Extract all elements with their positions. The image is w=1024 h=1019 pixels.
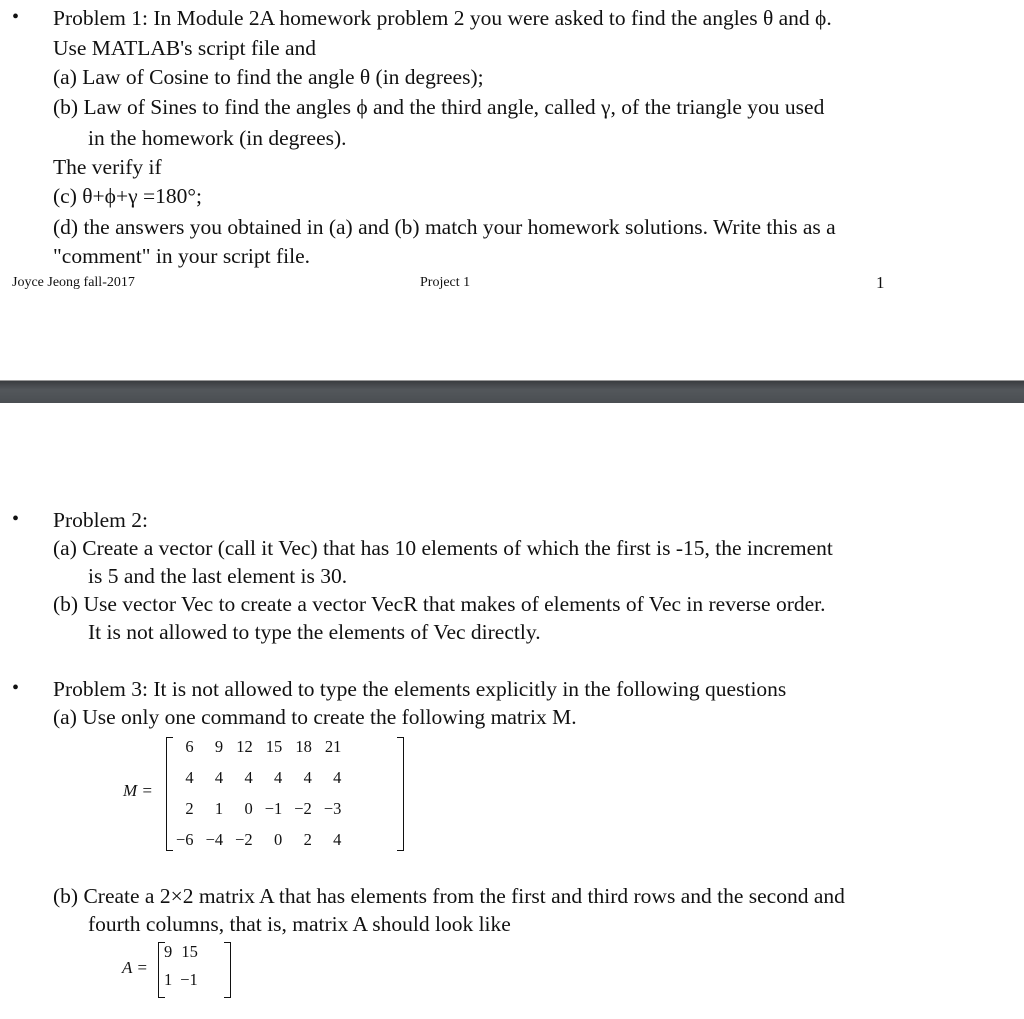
matrix-cell: 15 — [181, 942, 198, 961]
footer-title: Project 1 — [420, 275, 471, 290]
matrix-cell: 9 — [214, 736, 224, 756]
problem1-line: Use MATLAB's script file and — [53, 36, 317, 60]
matrix-cell: 4 — [274, 767, 283, 787]
matrix-cell: −2 — [294, 798, 312, 818]
footer-author: Joyce Jeong fall-2017 — [12, 275, 135, 290]
problem1-line: in the homework (in degrees). — [88, 126, 347, 150]
matrix-cell: 0 — [244, 798, 253, 818]
bullet: • — [12, 6, 20, 28]
matrix-m-label: M = — [123, 781, 153, 800]
matrix-cell: 1 — [214, 798, 224, 818]
matrix-cell: −4 — [205, 829, 224, 849]
problem1-line: (c) θ+ϕ+γ =180°; — [53, 184, 202, 208]
problem1-line: "comment" in your script file. — [53, 244, 310, 268]
problem2-line: is 5 and the last element is 30. — [88, 564, 348, 588]
matrix-cell: 18 — [295, 736, 312, 756]
matrix-cell: 2 — [303, 829, 312, 849]
matrix-cell: −2 — [235, 829, 253, 849]
matrix-cell: 15 — [265, 736, 283, 756]
matrix-cell: −1 — [180, 970, 198, 989]
bullet: • — [12, 677, 20, 699]
problem3-line: (b) Create a 2×2 matrix A that has elements from the first and third rows and the second and — [53, 884, 845, 908]
matrix-cell: −1 — [264, 798, 283, 818]
problem2-line: (b) Use vector Vec to create a vector VecR that makes of elements of Vec in reverse order. — [53, 592, 826, 616]
problem3-line: (a) Use only one command to create the following matrix M. — [53, 705, 577, 729]
matrix-cell: 0 — [274, 829, 283, 849]
matrix-cell: 12 — [236, 736, 253, 756]
matrix-cell: −6 — [176, 829, 194, 849]
matrix-cell: 4 — [303, 767, 312, 787]
matrix-cell: 4 — [244, 767, 253, 787]
page-separator — [0, 380, 1024, 403]
problem1-line: (a) Law of Cosine to find the angle θ (in degrees); — [53, 65, 484, 89]
problem2-line: (a) Create a vector (call it Vec) that has 10 elements of which the first is -15, the increment — [53, 536, 833, 560]
bullet: • — [12, 508, 20, 530]
matrix-cell: 2 — [185, 798, 194, 818]
problem1-line: The verify if — [53, 155, 162, 179]
problem2-line: It is not allowed to type the elements of Vec directly. — [88, 620, 541, 644]
problem1-line: Problem 1: In Module 2A homework problem 2 you were asked to find the angles θ and ϕ. — [53, 6, 832, 30]
matrix-cell: 4 — [333, 829, 342, 849]
problem1-line: (d) the answers you obtained in (a) and (b) match your homework solutions. Write this as a — [53, 215, 836, 239]
matrix-cell: 4 — [214, 767, 224, 787]
matrix-a-label: A = — [122, 958, 148, 977]
matrix-cell: 4 — [333, 767, 342, 787]
matrix-cell: 4 — [185, 767, 194, 787]
matrix-m — [170, 731, 347, 855]
matrix-cell: 6 — [185, 736, 194, 756]
problem2-line: Problem 2: — [53, 508, 148, 532]
page-number: 1 — [876, 273, 885, 292]
bracket-right — [397, 737, 404, 851]
matrix-cell: 9 — [164, 942, 173, 961]
matrix-cell: 1 — [164, 970, 173, 989]
matrix-a — [160, 938, 202, 994]
problem3-line: Problem 3: It is not allowed to type the elements explicitly in the following questions — [53, 677, 787, 701]
problem1-line: (b) Law of Sines to find the angles ϕ and the third angle, called γ, of the triangle you used — [53, 95, 825, 119]
problem3-line: fourth columns, that is, matrix A should look like — [88, 912, 511, 936]
bracket-right — [224, 942, 231, 998]
matrix-cell: 21 — [324, 736, 342, 756]
matrix-cell: −3 — [323, 798, 342, 818]
